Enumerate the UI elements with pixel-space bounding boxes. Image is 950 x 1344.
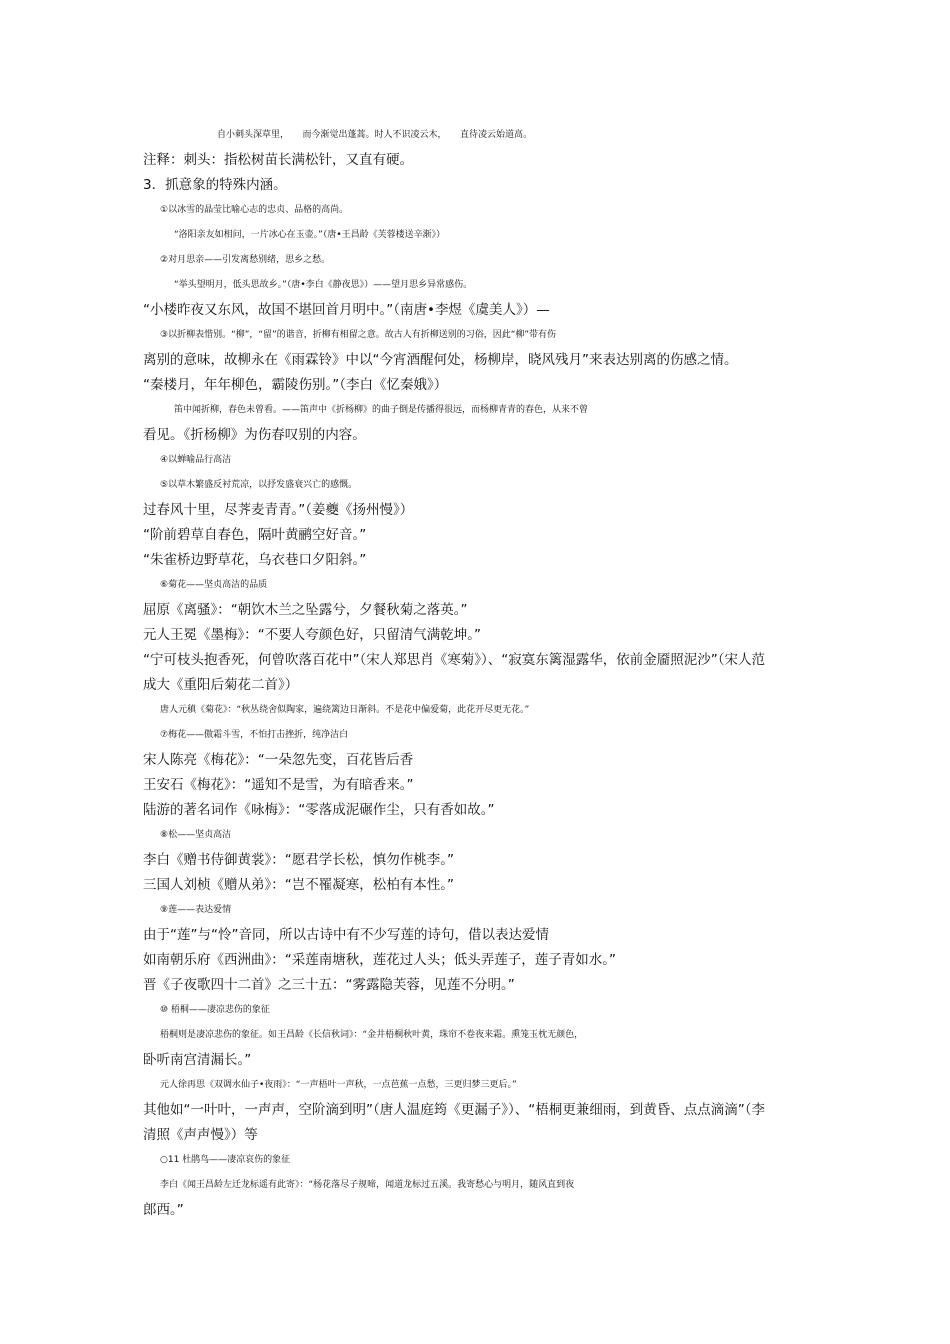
body-line: 由于“莲”与“怜”音同，所以古诗中有不少写莲的诗句，借以表达爱情 xyxy=(143,927,549,943)
quote-line: 屈原《离骚》：“朝饮木兰之坠露兮，夕餐秋菊之落英。” xyxy=(143,602,468,618)
quote-line: 清照《声声慢》）等 xyxy=(143,1127,258,1143)
quote-line: 王安石《梅花》：“遥知不是雪，为有暗香来。” xyxy=(143,777,414,793)
subsection-heading: ⑦梅花——傲霜斗雪，不怕打击挫折，纯净洁白 xyxy=(160,730,349,740)
quote-line: 郎西。” xyxy=(143,1202,184,1218)
body-line: 梧桐则是凄凉悲伤的象征。如王昌龄《长信秋词》：“金井梧桐秋叶黄，珠帘不卷夜来霜。熏笼玉枕无颜色， xyxy=(160,1030,584,1040)
subsection-heading: ⑥菊花——坚贞高洁的品质 xyxy=(160,580,268,590)
subsection-heading: ⑨莲——表达爱情 xyxy=(160,905,232,915)
subsection-heading: ④以蝉喻品行高洁 xyxy=(160,455,232,465)
section-heading: 3．抓意象的特殊内涵。 xyxy=(143,177,287,193)
quote-line: 过春风十里，尽荠麦青青。”（姜夔《扬州慢》） xyxy=(143,502,414,518)
subsection-heading: ③以折柳表惜别。“柳”，“留”的谐音，折柳有相留之意。故古人有折柳送别的习俗，因此“柳”带有伤 xyxy=(160,330,557,340)
quote-line: 成大《重阳后菊花二首》） xyxy=(143,677,299,693)
quote-line: 元人王冕《墨梅》：“不要人夸颜色好，只留清气满乾坤。” xyxy=(143,627,481,643)
quote-line: “洛阳亲友如相问，一片冰心在玉壶。”（唐•王昌龄《芙蓉楼送辛渐》） xyxy=(174,230,446,240)
subsection-heading: ①以冰雪的晶莹比喻心志的忠贞、品格的高尚。 xyxy=(160,205,349,215)
quote-line: 宋人陈亮《梅花》：“一朵忽先变，百花皆后香 xyxy=(143,752,414,768)
body-line: 卧听南宫清漏长。” xyxy=(143,1052,252,1068)
quote-line: 唐人元稹《菊花》：“秋丛绕舍似陶家，遍绕篱边日渐斜。不是花中偏爱菊，此花开尽更无花。” xyxy=(160,705,530,715)
body-line: 离别的意味，故柳永在《雨霖铃》中以“今宵酒醒何处，杨柳岸，晓风残月”来表达别离的伤感之情。 xyxy=(143,352,738,368)
quote-line: 李白《闻王昌龄左迁龙标遥有此寄》：“杨花落尽子规啼，闻道龙标过五溪。我寄愁心与明月，随风直到夜 xyxy=(160,1180,575,1190)
subsection-heading: ②对月思亲——引发离愁别绪，思乡之愁。 xyxy=(160,255,331,265)
quote-line: 三国人刘桢《赠从弟》：“岂不罹凝寒，松柏有本性。” xyxy=(143,877,454,893)
subsection-heading: ⑤以草木繁盛反衬荒凉，以抒发盛衰兴亡的感慨。 xyxy=(160,480,358,490)
body-line: 笛中闻折柳，春色未曾看。——笛声中《折杨柳》的曲子倒是传播得很远，而杨柳青青的春色，从来不曾 xyxy=(174,405,589,415)
quote-line: 晋《子夜歌四十二首》之三十五：“雾露隐芙蓉，见莲不分明。” xyxy=(143,977,515,993)
body-line: 看见。《折杨柳》为伤春叹别的内容。 xyxy=(143,427,366,443)
subsection-heading: ⑩ 梧桐——凄凉悲伤的象征 xyxy=(160,1005,270,1015)
quote-line: 元人徐再思《双调水仙子•夜雨》：“一声梧叶一声秋，一点芭蕉一点愁，三更归梦三更后。” xyxy=(160,1080,517,1090)
quote-line: “举头望明月，低头思故乡。”（唐•李白《静夜思》）——望月思乡异常感伤。 xyxy=(174,280,473,290)
subsection-heading: ⑧松——坚贞高洁 xyxy=(160,830,232,840)
quote-line: 如南朝乐府《西洲曲》：“采莲南塘秋，莲花过人头；低头弄莲子，莲子青如水。” xyxy=(143,952,616,968)
poem-line: 自小刺头深草里， 而今渐觉出蓬蒿。时人不识凌云木， 直待凌云始道高。 xyxy=(217,130,533,140)
quote-line: “秦楼月，年年柳色，霸陵伤别。”（李白《忆秦娥》） xyxy=(143,377,448,393)
quote-line: 陆游的著名词作《咏梅》：“零落成泥碾作尘，只有香如故。” xyxy=(143,802,495,818)
quote-line: “朱雀桥边野草花，乌衣巷口夕阳斜。” xyxy=(143,552,367,568)
quote-line: “小楼昨夜又东风，故国不堪回首月明中。”（南唐•李煜《虞美人》）— xyxy=(143,302,550,318)
quote-line: “宁可枝头抱香死，何曾吹落百花中”（宋人郑思肖《寒菊》）、“寂寞东篱湿露华，依前金靥照泥沙”（宋人范 xyxy=(143,652,765,668)
subsection-heading: ○11 杜鹃鸟——凄凉哀伤的象征 xyxy=(160,1155,291,1165)
quote-line: 李白《赠书侍御黄裳》：“愿君学长松，慎勿作桃李。” xyxy=(143,852,454,868)
quote-line: “阶前碧草自春色，隔叶黄鹂空好音。” xyxy=(143,527,367,543)
annotation-note: 注释：刺头：指松树苗长满松针，又直有硬。 xyxy=(143,152,413,168)
quote-line: 其他如“一叶叶，一声声，空阶滴到明”（唐人温庭筠《更漏子》）、“梧桐更兼细雨，到黄昏、点点滴滴”（李 xyxy=(143,1102,765,1118)
